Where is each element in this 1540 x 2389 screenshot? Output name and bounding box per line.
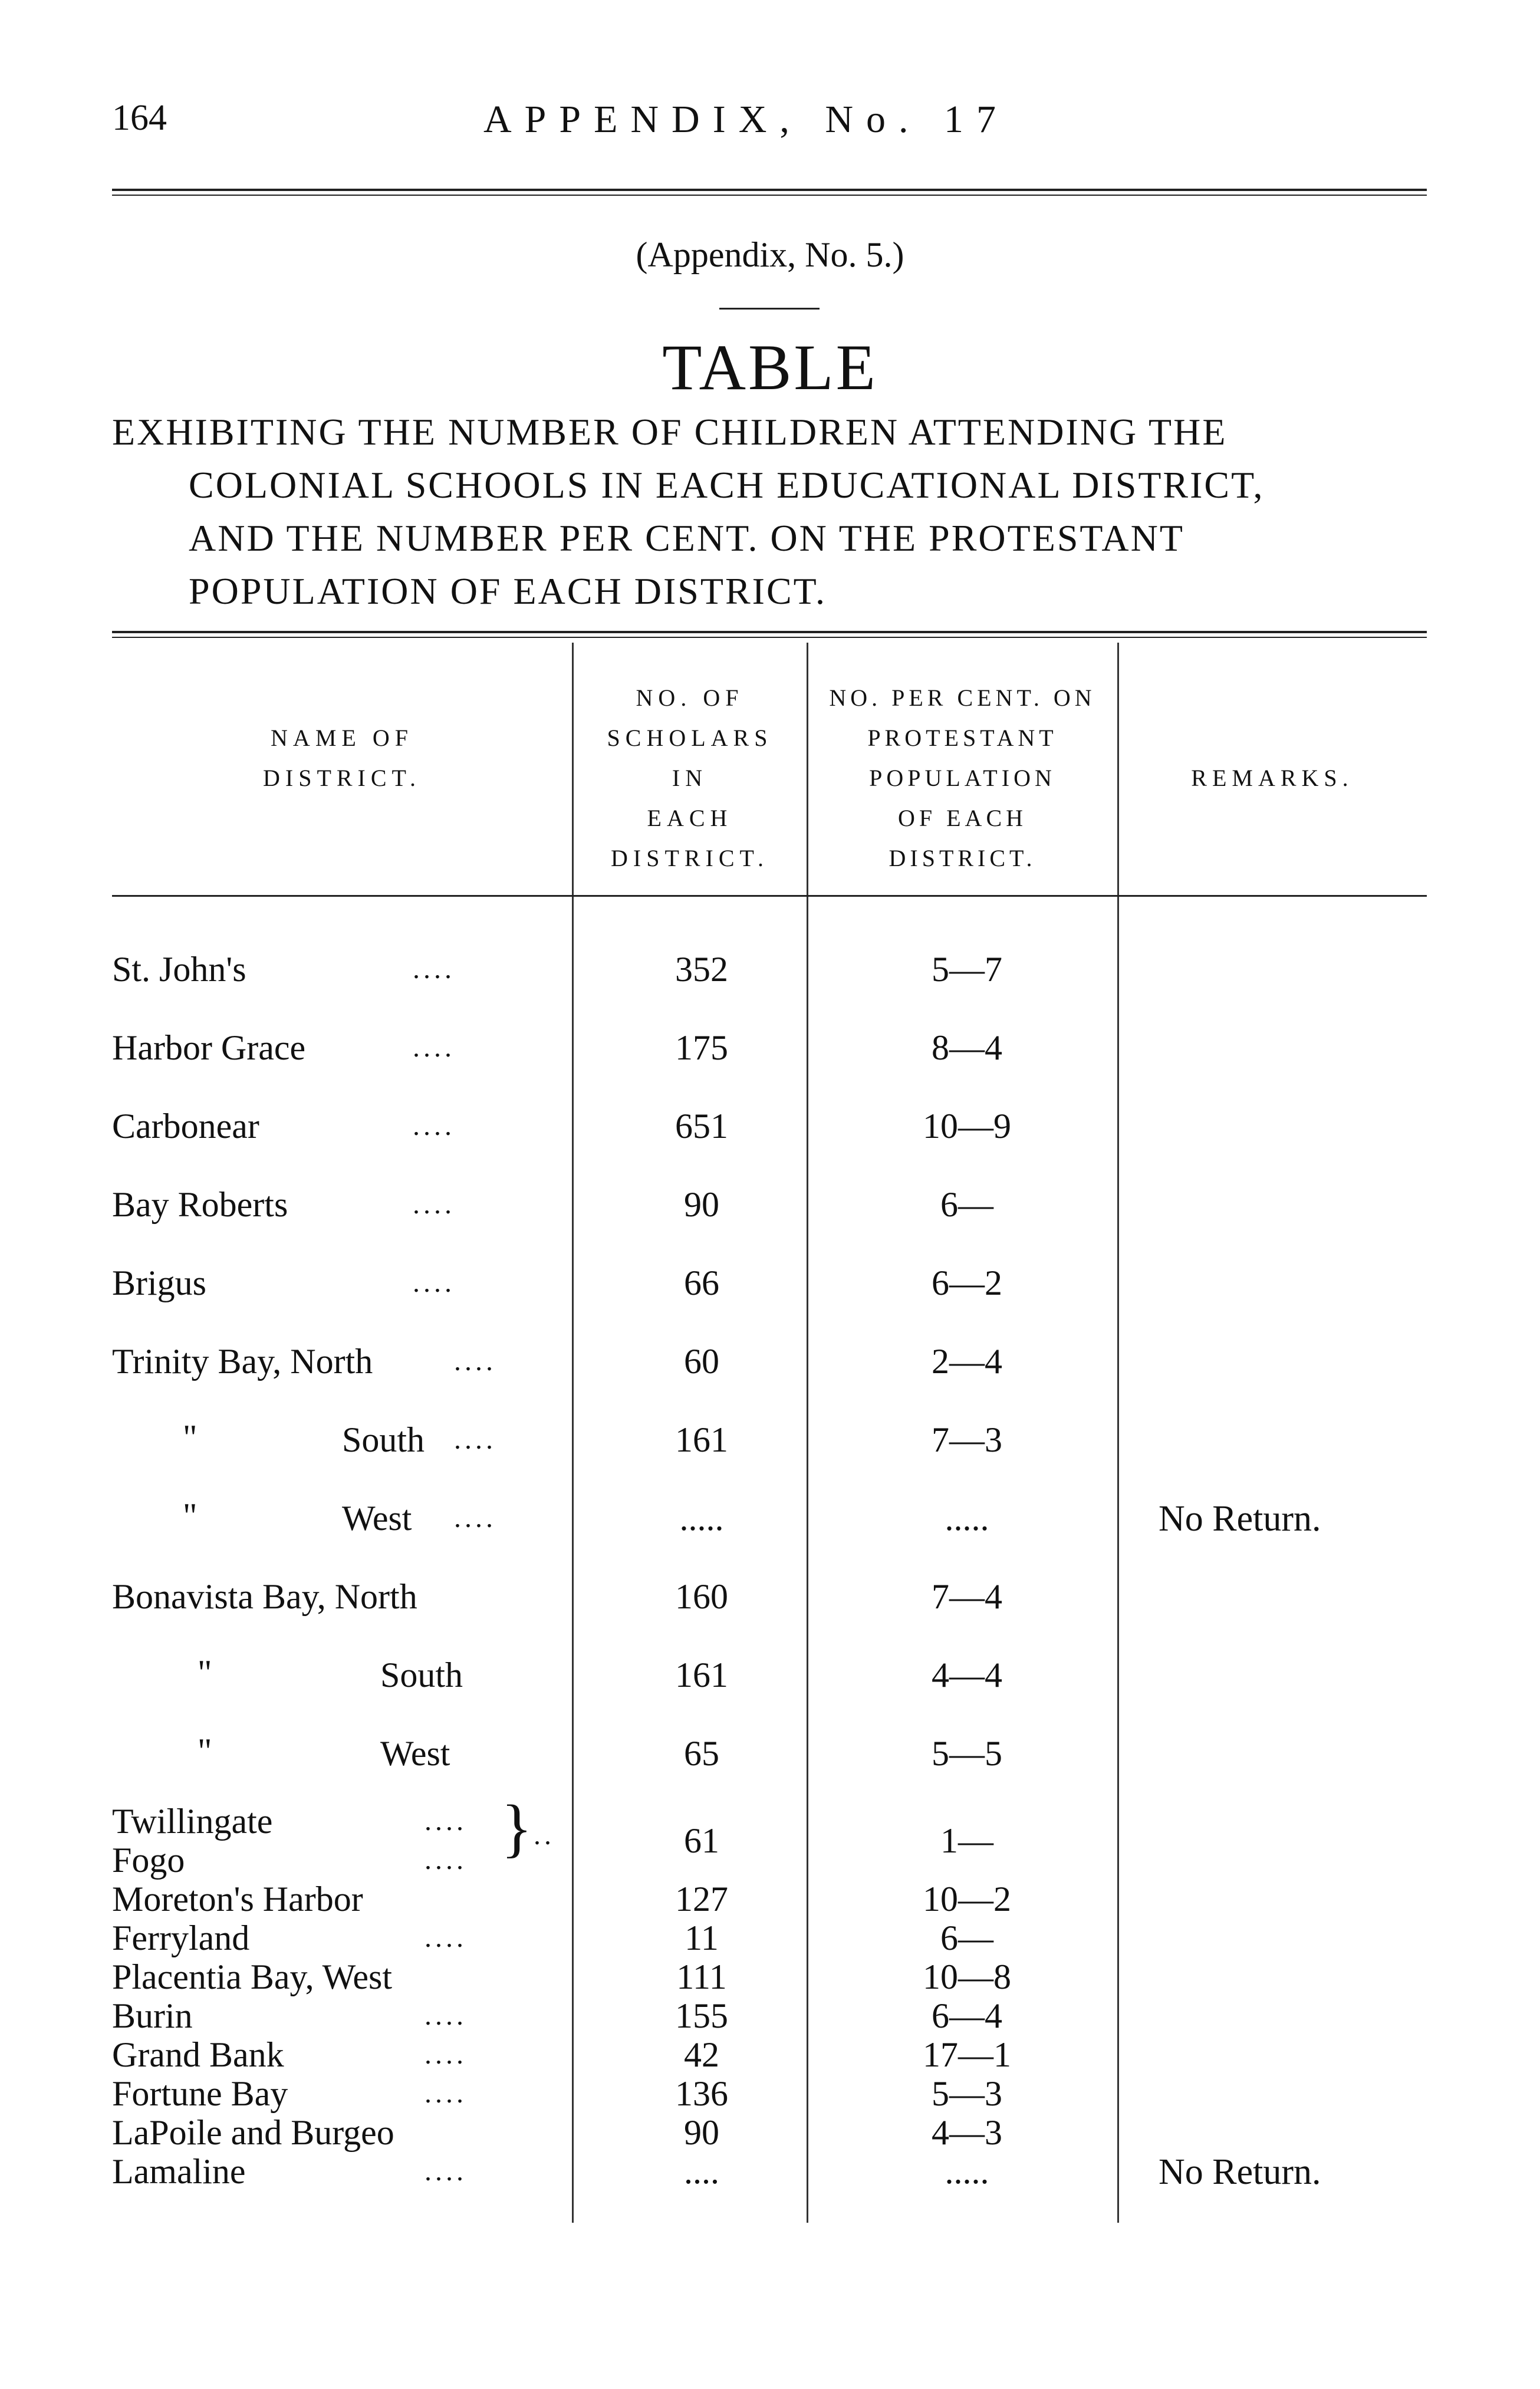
district-name: West [380, 1734, 450, 1773]
leader-dots: .... [413, 1267, 455, 1298]
scholars-value: 160 [675, 1577, 728, 1616]
title-short-rule [719, 308, 820, 310]
header-rule [112, 189, 1427, 191]
leader-dots: .... [425, 2000, 467, 2031]
percent-value: ..... [945, 2152, 989, 2191]
percent-value: 6— [940, 1185, 993, 1224]
percent-value: 7—4 [932, 1577, 1002, 1616]
scholars-value: ..... [679, 1499, 724, 1538]
leader-dots: .... [413, 1110, 455, 1141]
table-top-rule-thin [112, 637, 1427, 638]
scholars-value: 111 [676, 1957, 727, 1996]
percent-value: ..... [945, 1499, 989, 1538]
leader-dots: .... [425, 2039, 467, 2070]
district-name: Harbor Grace [112, 1028, 306, 1067]
table-title: TABLE [662, 331, 878, 403]
page-number: 164 [112, 98, 167, 138]
column-divider-2 [807, 643, 808, 2223]
district-name: St. John's [112, 950, 246, 989]
brace-mark: } [501, 1792, 532, 1864]
district-name: Burin [112, 1996, 193, 2035]
scholars-value: 155 [675, 1996, 728, 2035]
ditto-mark: " [198, 1732, 212, 1771]
scholars-value: 175 [675, 1028, 728, 1067]
percent-value: 6— [940, 1919, 993, 1957]
leader-dots: .... [454, 1424, 496, 1455]
scholars-value: 11 [685, 1919, 719, 1957]
district-name: South [380, 1656, 463, 1694]
district-name: West [342, 1499, 412, 1538]
leader-dots: .... [425, 2078, 467, 2109]
district-name: Bonavista Bay, North [112, 1577, 417, 1616]
percent-value: 4—4 [932, 1656, 1002, 1694]
leader-dots: .... [425, 2156, 467, 2187]
remarks-value: No Return. [1159, 1499, 1321, 1539]
percent-value: 17—1 [923, 2035, 1011, 2074]
brace-leader-dots: .. [534, 1819, 555, 1851]
percent-value: 2—4 [932, 1342, 1002, 1381]
ditto-mark: " [198, 1653, 212, 1692]
scholars-value: 352 [675, 950, 728, 989]
percent-value: 4—3 [932, 2113, 1002, 2152]
percent-value: 10—8 [923, 1957, 1011, 1996]
ditto-mark: " [183, 1418, 198, 1457]
column-divider-3 [1117, 643, 1119, 2223]
scholars-value: 127 [675, 1880, 728, 1919]
district-name: Brigus [112, 1263, 207, 1302]
leader-dots: .... [425, 1805, 467, 1837]
percent-value: 10—9 [923, 1107, 1011, 1146]
scholars-value: 161 [675, 1420, 728, 1459]
header-scholars: NO. OF SCHOLARS IN EACH DISTRICT. [607, 685, 773, 871]
district-name: South [342, 1420, 425, 1459]
scholars-value: 65 [684, 1734, 719, 1773]
leader-dots: .... [454, 1502, 496, 1534]
scholars-value: 61 [684, 1821, 719, 1860]
scholars-value: 90 [684, 1185, 719, 1224]
scholars-value: 651 [675, 1107, 728, 1146]
running-head: APPENDIX, No. 17 [483, 98, 1009, 141]
leader-dots: .... [413, 953, 455, 985]
caption-line-4: POPULATION OF EACH DISTRICT. [189, 570, 827, 612]
appendix-reference: (Appendix, No. 5.) [636, 235, 904, 274]
caption-line-3: AND THE NUMBER PER CENT. ON THE PROTESTANT [189, 517, 1184, 559]
district-name: Placentia Bay, West [112, 1957, 393, 1996]
scholars-value: 90 [684, 2113, 719, 2152]
scholars-value: 60 [684, 1342, 719, 1381]
percent-value: 5—5 [932, 1734, 1002, 1773]
percent-value: 6—2 [932, 1263, 1002, 1302]
header-district: NAME OF DISTRICT. [262, 725, 422, 791]
scholars-value: 136 [675, 2074, 728, 2113]
leader-dots: .... [413, 1032, 455, 1063]
header-remarks: REMARKS. [1191, 765, 1354, 791]
scholars-value: 42 [684, 2035, 719, 2074]
ditto-mark: " [183, 1496, 198, 1535]
header-percent: NO. PER CENT. ON PROTESTANT POPULATION OF EACH DISTRICT. [829, 685, 1096, 871]
leader-dots: .... [413, 1189, 455, 1220]
leader-dots: .... [425, 1922, 467, 1953]
caption-line-2: COLONIAL SCHOOLS IN EACH EDUCATIONAL DISTRICT, [189, 464, 1265, 506]
district-name: Moreton's Harbor [112, 1880, 363, 1919]
percent-value: 5—3 [932, 2074, 1002, 2113]
scholars-value: 161 [675, 1656, 728, 1694]
percent-value: 10—2 [923, 1880, 1011, 1919]
percent-value: 7—3 [932, 1420, 1002, 1459]
district-name: Fortune Bay [112, 2074, 288, 2113]
table-top-rule [112, 631, 1427, 633]
scholars-value: 66 [684, 1263, 719, 1302]
district-name: Ferryland [112, 1919, 250, 1957]
remarks-value: No Return. [1159, 2152, 1321, 2192]
caption-line-1: EXHIBITING THE NUMBER OF CHILDREN ATTENDING THE [112, 411, 1228, 453]
district-name: Fogo [112, 1841, 185, 1880]
header-rule-thin [112, 195, 1427, 196]
district-name: Trinity Bay, North [112, 1342, 373, 1381]
percent-value: 5—7 [932, 950, 1002, 989]
percent-value: 1— [940, 1821, 993, 1860]
scholars-value: .... [684, 2152, 719, 2191]
district-name: Carbonear [112, 1107, 259, 1146]
percent-value: 6—4 [932, 1996, 1002, 2035]
district-name: Lamaline [112, 2152, 246, 2191]
district-name: Grand Bank [112, 2035, 284, 2074]
district-name: Bay Roberts [112, 1185, 288, 1224]
leader-dots: .... [425, 1844, 467, 1875]
header-bottom-rule [112, 895, 1427, 897]
district-name: LaPoile and Burgeo [112, 2113, 394, 2152]
percent-value: 8—4 [932, 1028, 1002, 1067]
district-name: Twillingate [112, 1802, 273, 1841]
column-divider-1 [572, 643, 574, 2223]
leader-dots: .... [454, 1345, 496, 1377]
